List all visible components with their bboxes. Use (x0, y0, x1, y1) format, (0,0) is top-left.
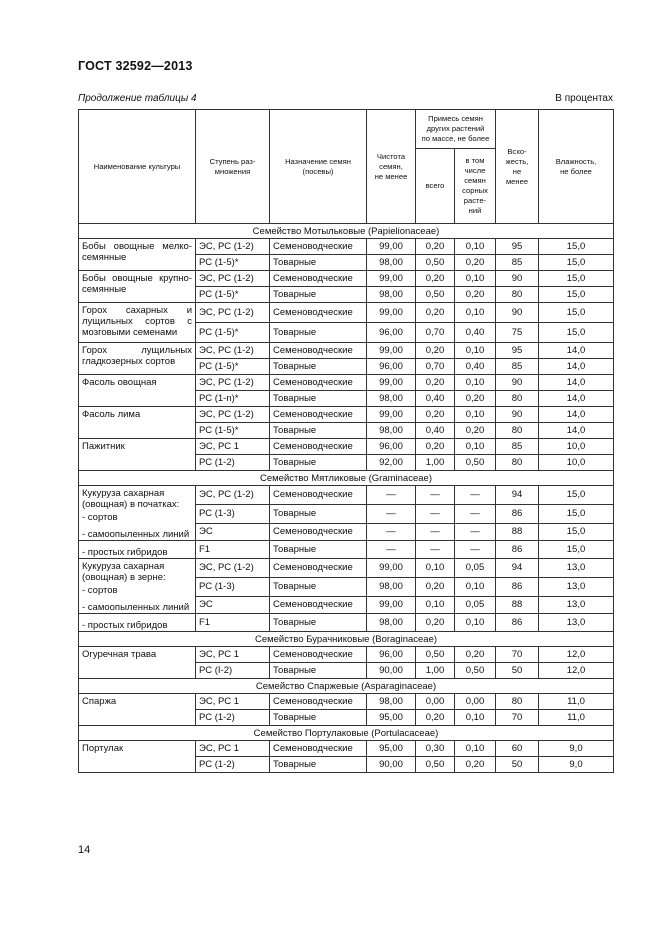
purpose-cell: Товарные (270, 323, 367, 343)
impurity-weeds-cell: 0,10 (455, 303, 496, 323)
impurity-weeds-cell: 0,10 (455, 271, 496, 287)
germination-cell: 80 (496, 455, 539, 471)
document-code: ГОСТ 32592—2013 (78, 59, 193, 73)
impurity-weeds-cell: 0,50 (455, 663, 496, 679)
seed-quality-table (78, 109, 614, 773)
moisture-cell: 12,0 (539, 647, 614, 663)
moisture-cell: 15,0 (539, 504, 614, 523)
stage-cell: ЭС, РС 1 (196, 694, 270, 710)
germination-cell: 95 (496, 343, 539, 359)
purity-cell: 99,00 (367, 407, 416, 423)
stage-cell: РС (1-2) (196, 757, 270, 773)
germination-cell: 60 (496, 741, 539, 757)
impurity-total-cell: 0,20 (416, 303, 455, 323)
impurity-total-cell: 0,20 (416, 439, 455, 455)
crop-subtype-label: - простых гибридов (82, 547, 168, 558)
purity-cell: 99,00 (367, 271, 416, 287)
impurity-total-cell: 0,20 (416, 271, 455, 287)
header-germination: Всхо- жесть, не менее (496, 110, 539, 224)
header-purity: Чистота семян, не менее (367, 110, 416, 224)
crop-name: Портулак (79, 741, 196, 773)
impurity-total-cell: 0,50 (416, 647, 455, 663)
impurity-weeds-cell: 0,10 (455, 239, 496, 255)
crop-name: Спаржа (79, 694, 196, 726)
purpose-cell: Товарные (270, 710, 367, 726)
stage-cell: ЭС, РС (1-2) (196, 343, 270, 359)
purpose-cell: Семеноводческие (270, 271, 367, 287)
crop-name: Горох лущильных гладкозерных сортов (79, 343, 196, 375)
purity-cell: 98,00 (367, 287, 416, 303)
purity-cell: — (367, 486, 416, 505)
purity-cell: — (367, 523, 416, 541)
purpose-cell: Товарные (270, 504, 367, 523)
germination-cell: 88 (496, 596, 539, 614)
family-title: Семейство Спаржевые (Asparaginaceae) (79, 679, 614, 694)
impurity-total-cell: 0,40 (416, 423, 455, 439)
impurity-total-cell: 0,20 (416, 375, 455, 391)
germination-cell: 86 (496, 541, 539, 559)
impurity-weeds-cell: 0,20 (455, 391, 496, 407)
units-label: В процентах (555, 93, 613, 104)
impurity-weeds-cell: 0,10 (455, 407, 496, 423)
crop-name (79, 541, 196, 559)
stage-cell: ЭС, РС (1-2) (196, 407, 270, 423)
family-row (79, 726, 614, 741)
impurity-weeds-cell: 0,50 (455, 455, 496, 471)
impurity-weeds-cell: 0,10 (455, 710, 496, 726)
impurity-weeds-cell: — (455, 541, 496, 559)
stage-cell: ЭС (196, 596, 270, 614)
moisture-cell: 15,0 (539, 239, 614, 255)
impurity-total-cell: 0,30 (416, 741, 455, 757)
purity-cell: — (367, 504, 416, 523)
stage-cell: ЭС, РС (1-2) (196, 271, 270, 287)
impurity-weeds-cell: 0,05 (455, 596, 496, 614)
impurity-weeds-cell: 0,40 (455, 359, 496, 375)
impurity-total-cell: — (416, 504, 455, 523)
family-row (79, 679, 614, 694)
table-row (79, 375, 614, 391)
moisture-cell: 14,0 (539, 375, 614, 391)
family-title: Семейство Портулаковые (Portulacaceae) (79, 726, 614, 741)
page-number: 14 (78, 844, 91, 856)
crop-name (79, 559, 196, 597)
moisture-cell: 11,0 (539, 710, 614, 726)
stage-cell: ЭС, РС (1-2) (196, 239, 270, 255)
impurity-total-cell: — (416, 523, 455, 541)
impurity-weeds-cell: 0,20 (455, 647, 496, 663)
purpose-cell: Семеноводческие (270, 439, 367, 455)
table-row (79, 741, 614, 757)
family-row (79, 224, 614, 239)
purity-cell: 96,00 (367, 323, 416, 343)
impurity-total-cell: 1,00 (416, 663, 455, 679)
impurity-weeds-cell: 0,05 (455, 559, 496, 578)
germination-cell: 70 (496, 647, 539, 663)
purity-cell: 98,00 (367, 577, 416, 596)
germination-cell: 80 (496, 391, 539, 407)
moisture-cell: 15,0 (539, 303, 614, 323)
purpose-cell: Семеноводческие (270, 523, 367, 541)
table-row (79, 439, 614, 455)
crop-subtype-label: - сортов (82, 585, 118, 596)
stage-cell: РС (1-5)* (196, 359, 270, 375)
stage-cell: РС (1-5)* (196, 423, 270, 439)
crop-subtype-label: - самоопыленных линий (82, 529, 190, 540)
impurity-total-cell: 0,50 (416, 757, 455, 773)
stage-cell: ЭС, РС (1-2) (196, 486, 270, 505)
stage-cell: ЭС (196, 523, 270, 541)
purity-cell: 99,00 (367, 375, 416, 391)
table-row (79, 303, 614, 323)
germination-cell: 90 (496, 407, 539, 423)
crop-name (79, 614, 196, 632)
germination-cell: 88 (496, 523, 539, 541)
impurity-total-cell: 0,00 (416, 694, 455, 710)
stage-cell: РС (1-3) (196, 504, 270, 523)
stage-cell: ЭС, РС (1-2) (196, 375, 270, 391)
crop-group-heading: Кукуруза сахарная (овощная) в початках: (82, 488, 180, 510)
purity-cell: 96,00 (367, 439, 416, 455)
impurity-weeds-cell: 0,10 (455, 577, 496, 596)
impurity-weeds-cell: 0,20 (455, 255, 496, 271)
impurity-weeds-cell: 0,10 (455, 741, 496, 757)
table-row (79, 523, 614, 541)
impurity-weeds-cell: 0,20 (455, 757, 496, 773)
moisture-cell: 13,0 (539, 559, 614, 578)
purpose-cell: Товарные (270, 757, 367, 773)
stage-cell: РС (1-2) (196, 710, 270, 726)
impurity-total-cell: 0,50 (416, 255, 455, 271)
germination-cell: 50 (496, 757, 539, 773)
purity-cell: 92,00 (367, 455, 416, 471)
moisture-cell: 10,0 (539, 455, 614, 471)
moisture-cell: 15,0 (539, 323, 614, 343)
purity-cell: 90,00 (367, 757, 416, 773)
moisture-cell: 9,0 (539, 757, 614, 773)
header-purpose: Назначение семян (посевы) (270, 110, 367, 224)
impurity-total-cell: 0,70 (416, 359, 455, 375)
purity-cell: 99,00 (367, 303, 416, 323)
impurity-total-cell: 1,00 (416, 455, 455, 471)
purpose-cell: Семеноводческие (270, 694, 367, 710)
purity-cell: 98,00 (367, 255, 416, 271)
purpose-cell: Товарные (270, 391, 367, 407)
germination-cell: 86 (496, 577, 539, 596)
crop-name (79, 486, 196, 524)
purpose-cell: Семеноводческие (270, 407, 367, 423)
table-caption: Продолжение таблицы 4 (78, 93, 197, 104)
header-crop: Наименование культуры (79, 110, 196, 224)
impurity-weeds-cell: — (455, 523, 496, 541)
stage-cell: F1 (196, 614, 270, 632)
stage-cell: ЭС, РС 1 (196, 647, 270, 663)
purity-cell: 99,00 (367, 343, 416, 359)
moisture-cell: 10,0 (539, 439, 614, 455)
impurity-total-cell: 0,10 (416, 596, 455, 614)
germination-cell: 90 (496, 303, 539, 323)
table-row (79, 407, 614, 423)
impurity-weeds-cell: 0,10 (455, 614, 496, 632)
germination-cell: 90 (496, 375, 539, 391)
purity-cell: 98,00 (367, 614, 416, 632)
table-row (79, 239, 614, 255)
purity-cell: 95,00 (367, 741, 416, 757)
germination-cell: 80 (496, 287, 539, 303)
purity-cell: 96,00 (367, 647, 416, 663)
purpose-cell: Семеноводческие (270, 559, 367, 578)
purpose-cell: Семеноводческие (270, 375, 367, 391)
table-row (79, 694, 614, 710)
purity-cell: 98,00 (367, 694, 416, 710)
germination-cell: 94 (496, 486, 539, 505)
impurity-weeds-cell: 0,10 (455, 375, 496, 391)
impurity-weeds-cell: 0,10 (455, 343, 496, 359)
purpose-cell: Семеноводческие (270, 596, 367, 614)
moisture-cell: 15,0 (539, 486, 614, 505)
moisture-cell: 14,0 (539, 391, 614, 407)
moisture-cell: 15,0 (539, 523, 614, 541)
crop-subtype-label: - сортов (82, 512, 118, 523)
purpose-cell: Товарные (270, 541, 367, 559)
stage-cell: РС (1-3) (196, 577, 270, 596)
family-title: Семейство Бурачниковые (Boraginaceae) (79, 632, 614, 647)
family-row (79, 471, 614, 486)
germination-cell: 85 (496, 359, 539, 375)
purity-cell: 90,00 (367, 663, 416, 679)
purpose-cell: Товарные (270, 663, 367, 679)
impurity-weeds-cell: 0,10 (455, 439, 496, 455)
purity-cell: 98,00 (367, 423, 416, 439)
crop-subtype-label: - простых гибридов (82, 620, 168, 631)
moisture-cell: 15,0 (539, 271, 614, 287)
germination-cell: 90 (496, 271, 539, 287)
purpose-cell: Семеноводческие (270, 647, 367, 663)
crop-name (79, 523, 196, 541)
purity-cell: 96,00 (367, 359, 416, 375)
stage-cell: РС (1-5)* (196, 287, 270, 303)
family-title: Семейство Мотыльковые (Papielionaceae) (79, 224, 614, 239)
impurity-total-cell: — (416, 541, 455, 559)
germination-cell: 86 (496, 614, 539, 632)
moisture-cell: 11,0 (539, 694, 614, 710)
crop-name: Горох сахарных и лущильных сортов с мозговыми семенами (79, 303, 196, 343)
germination-cell: 80 (496, 694, 539, 710)
header-impurity-total: всего (416, 149, 455, 224)
moisture-cell: 14,0 (539, 359, 614, 375)
purity-cell: 99,00 (367, 239, 416, 255)
purpose-cell: Товарные (270, 255, 367, 271)
table-row (79, 614, 614, 632)
germination-cell: 75 (496, 323, 539, 343)
purpose-cell: Семеноводческие (270, 303, 367, 323)
crop-name: Фасоль лима (79, 407, 196, 439)
stage-cell: F1 (196, 541, 270, 559)
header-impurity-weeds: в том числе семян сорных расте- ний (455, 149, 496, 224)
impurity-weeds-cell: 0,20 (455, 287, 496, 303)
crop-name: Фасоль овощная (79, 375, 196, 407)
header-moisture: Влажность, не более (539, 110, 614, 224)
impurity-total-cell: 0,20 (416, 710, 455, 726)
purpose-cell: Товарные (270, 614, 367, 632)
impurity-weeds-cell: 0,00 (455, 694, 496, 710)
impurity-total-cell: 0,50 (416, 287, 455, 303)
moisture-cell: 9,0 (539, 741, 614, 757)
moisture-cell: 15,0 (539, 287, 614, 303)
purity-cell: 98,00 (367, 391, 416, 407)
stage-cell: ЭС, РС 1 (196, 439, 270, 455)
impurity-weeds-cell: 0,40 (455, 323, 496, 343)
impurity-total-cell: 0,40 (416, 391, 455, 407)
header-stage: Ступень раз- множения (196, 110, 270, 224)
impurity-total-cell: 0,10 (416, 559, 455, 578)
stage-cell: ЭС, РС (1-2) (196, 303, 270, 323)
purity-cell: — (367, 541, 416, 559)
purpose-cell: Товарные (270, 359, 367, 375)
family-title: Семейство Мятликовые (Graminaceae) (79, 471, 614, 486)
table-row (79, 541, 614, 559)
purity-cell: 95,00 (367, 710, 416, 726)
crop-name (79, 596, 196, 614)
crop-name: Огуречная трава (79, 647, 196, 679)
impurity-total-cell: 0,20 (416, 239, 455, 255)
moisture-cell: 14,0 (539, 343, 614, 359)
stage-cell: РС (1-5)* (196, 323, 270, 343)
table-row (79, 559, 614, 578)
impurity-weeds-cell: — (455, 504, 496, 523)
crop-group-heading: Кукуруза сахарная (овощная) в зерне: (82, 561, 166, 583)
stage-cell: РС (1-2) (196, 455, 270, 471)
purpose-cell: Товарные (270, 455, 367, 471)
table-row (79, 271, 614, 287)
germination-cell: 50 (496, 663, 539, 679)
table-row (79, 486, 614, 505)
germination-cell: 95 (496, 239, 539, 255)
purpose-cell: Товарные (270, 577, 367, 596)
germination-cell: 85 (496, 439, 539, 455)
stage-cell: РС (1-n)* (196, 391, 270, 407)
moisture-cell: 13,0 (539, 614, 614, 632)
purpose-cell: Товарные (270, 287, 367, 303)
purpose-cell: Семеноводческие (270, 486, 367, 505)
stage-cell: ЭС, РС (1-2) (196, 559, 270, 578)
germination-cell: 85 (496, 255, 539, 271)
stage-cell: РС (I-2) (196, 663, 270, 679)
impurity-total-cell: 0,70 (416, 323, 455, 343)
impurity-total-cell: 0,20 (416, 614, 455, 632)
impurity-total-cell: 0,20 (416, 407, 455, 423)
moisture-cell: 12,0 (539, 663, 614, 679)
family-row (79, 632, 614, 647)
table-body (79, 224, 614, 773)
germination-cell: 70 (496, 710, 539, 726)
purpose-cell: Семеноводческие (270, 741, 367, 757)
stage-cell: ЭС, РС 1 (196, 741, 270, 757)
impurity-weeds-cell: 0,20 (455, 423, 496, 439)
purpose-cell: Семеноводческие (270, 343, 367, 359)
stage-cell: РС (1-5)* (196, 255, 270, 271)
table-row (79, 647, 614, 663)
germination-cell: 80 (496, 423, 539, 439)
table-row (79, 596, 614, 614)
moisture-cell: 13,0 (539, 596, 614, 614)
impurity-total-cell: — (416, 486, 455, 505)
purpose-cell: Семеноводческие (270, 239, 367, 255)
moisture-cell: 15,0 (539, 541, 614, 559)
moisture-cell: 14,0 (539, 423, 614, 439)
purity-cell: 99,00 (367, 559, 416, 578)
moisture-cell: 14,0 (539, 407, 614, 423)
crop-name: Пажитник (79, 439, 196, 471)
impurity-total-cell: 0,20 (416, 577, 455, 596)
moisture-cell: 13,0 (539, 577, 614, 596)
crop-name: Бобы овощные крупно-семянные (79, 271, 196, 303)
germination-cell: 86 (496, 504, 539, 523)
impurity-total-cell: 0,20 (416, 343, 455, 359)
impurity-weeds-cell: — (455, 486, 496, 505)
moisture-cell: 15,0 (539, 255, 614, 271)
table-row (79, 343, 614, 359)
header-impurity: Примесь семян других растений по массе, не более (416, 110, 496, 149)
germination-cell: 94 (496, 559, 539, 578)
crop-subtype-label: - самоопыленных линий (82, 602, 190, 613)
purpose-cell: Товарные (270, 423, 367, 439)
purity-cell: 99,00 (367, 596, 416, 614)
crop-name: Бобы овощные мелко-семянные (79, 239, 196, 271)
